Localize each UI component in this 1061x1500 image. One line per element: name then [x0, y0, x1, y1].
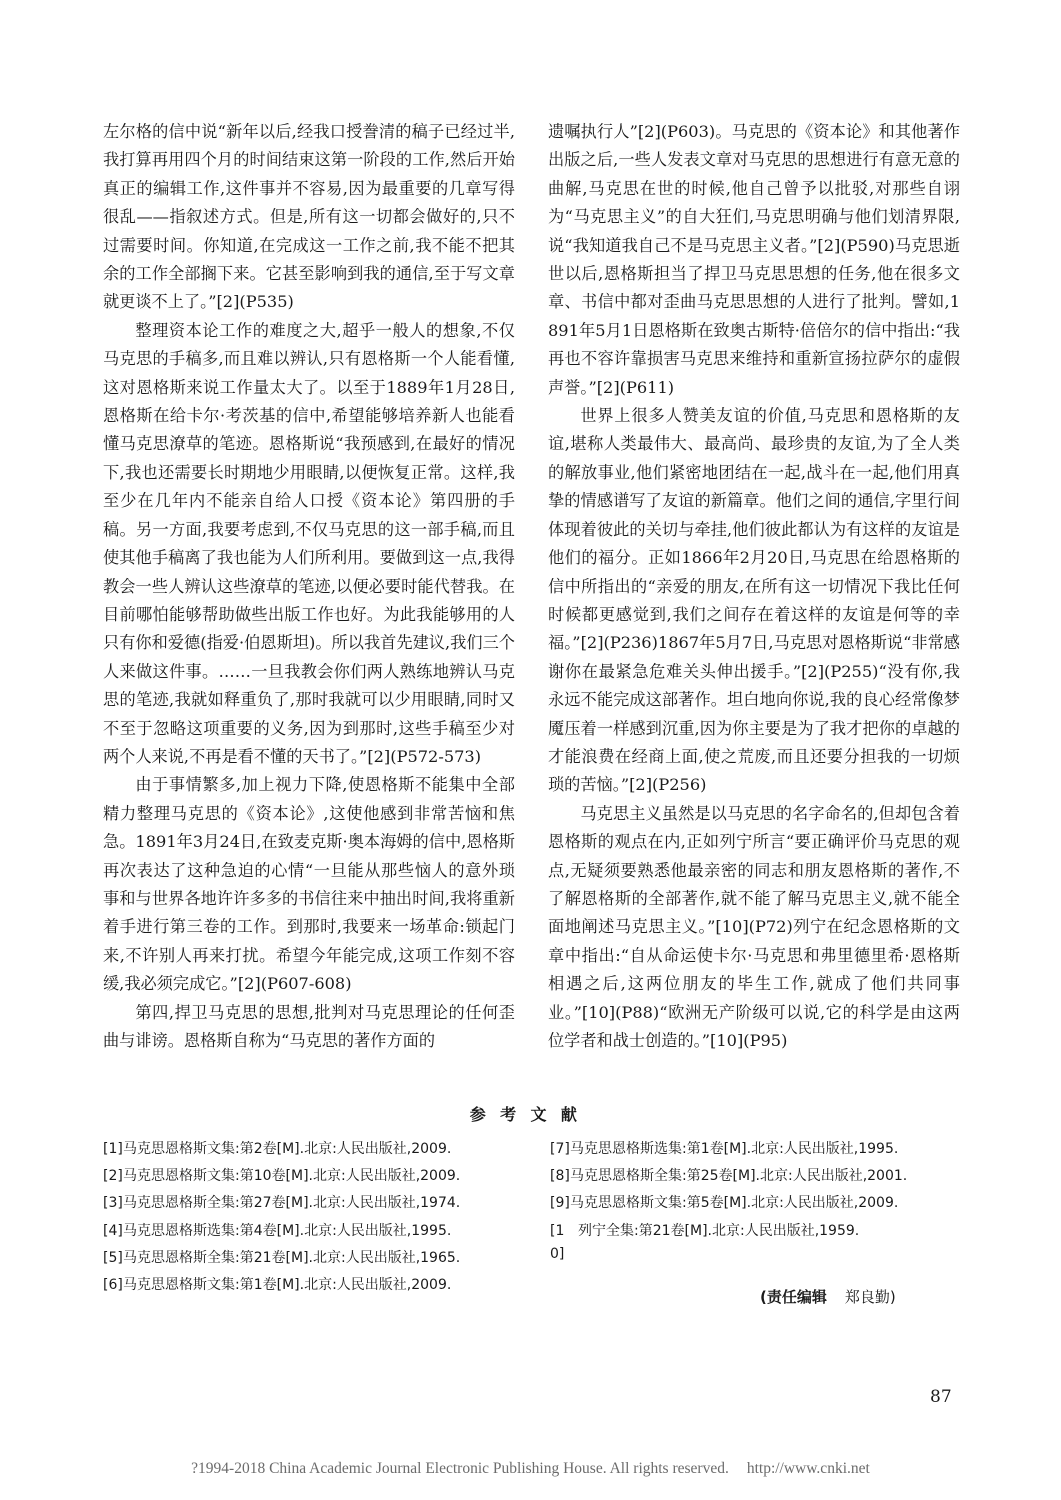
- reference-text: 马克思恩格斯全集:第21卷[M].北京:人民出版社,1965.: [123, 1249, 461, 1266]
- reference-number: [5]: [103, 1249, 123, 1266]
- reference-item: [103, 1165, 511, 1188]
- reference-text: 马克思恩格斯全集:第27卷[M].北京:人民出版社,1974.: [123, 1195, 461, 1212]
- reference-item: [550, 1165, 958, 1188]
- reference-item: [103, 1274, 511, 1297]
- reference-item: [103, 1247, 511, 1270]
- body-column-left: [103, 118, 515, 1055]
- reference-number: [9]: [550, 1195, 570, 1212]
- paragraph: 世界上很多人赞美友谊的价值,马克思和恩格斯的友谊,堪称人类最伟大、最高尚、最珍贵的友谊,为了全人类的解放事业,他们紧密地团结在一起,战斗在一起,他们用真挚的情感谱写了友谊的新篇章。他们之间的通信,字里行间体现着彼此的关切与牵挂,他们彼此都认为有这样的友谊是他们的福分。正如1866年2月20日,马克思在给恩格斯的信中所指出的“亲爱的朋友,在所有这一切情况下我比任何时候都更感觉到,我们之间存在着这样的友谊是何等的幸福。”[2](P236)1867年5月7日,马克思对恩格斯说“非常感谢你在最紧急危难关头伸出援手。”[2](P255)“没有你,我永远不能完成这部著作。坦白地向你说,我的良心经常像梦魇压着一样感到沉重,因为你主要是为了我才把你的卓越的才能浪费在经商上面,使之荒废,而且还要分担我的一切烦琐的苦恼。”[2](P256): [548, 406, 960, 795]
- reference-text: 列宁全集:第21卷[M].北京:人民出版社,1959.: [578, 1222, 860, 1239]
- reference-number: [6]: [103, 1277, 123, 1294]
- reference-item: [103, 1220, 511, 1243]
- reference-item: [103, 1192, 511, 1215]
- body-column-right: [548, 118, 960, 1055]
- reference-item: [550, 1220, 958, 1266]
- reference-number: [10]: [550, 1222, 565, 1262]
- references-list-left: [103, 1138, 511, 1301]
- reference-text: 马克思恩格斯文集:第5卷[M].北京:人民出版社,2009.: [570, 1195, 899, 1212]
- reference-number: [2]: [103, 1168, 123, 1185]
- paragraph: 第四,捍卫马克思的思想,批判对马克思理论的任何歪曲与诽谤。恩格斯自称为“马克思的著作方面的: [103, 1002, 515, 1050]
- reference-text: 马克思恩格斯文集:第2卷[M].北京:人民出版社,2009.: [123, 1141, 452, 1157]
- copyright-footer: [0, 1460, 1061, 1478]
- copyright-notice: ?1994-2018 China Academic Journal Electronic Publishing House. All rights reserved.: [191, 1460, 729, 1477]
- reference-item: [103, 1138, 511, 1161]
- references-heading: 参考文献: [469, 1105, 592, 1124]
- reference-item: [550, 1192, 958, 1215]
- reference-text: 马克思恩格斯选集:第4卷[M].北京:人民出版社,1995.: [123, 1222, 452, 1239]
- paragraph: 由于事情繁多,加上视力下降,使恩格斯不能集中全部精力整理马克思的《资本论》,这使他感到非常苦恼和焦急。1891年3月24日,在致麦克斯·奥本海姆的信中,恩格斯再次表达了这种急迫的心情“一旦能从那些恼人的意外琐事和与世界各地许许多多的书信往来中抽出时间,我将重新着手进行第三卷的工作。到那时,我要来一场革命:锁起门来,不许别人再来打扰。希望今年能完成,这项工作刻不容缓,我必须完成它。”[2](P607-608): [103, 775, 515, 994]
- references-list-right: [550, 1138, 958, 1270]
- paragraph: 遗嘱执行人”[2](P603)。马克思的《资本论》和其他著作出版之后,一些人发表文章对马克思的思想进行有意无意的曲解,马克思在世的时候,他自己曾予以批驳,对那些自诩为“马克思主义”的自大狂们,马克思明确与他们划清界限,说“我知道我自己不是马克思主义者。”[2](P590)马克思逝世以后,恩格斯担当了捍卫马克思思想的任务,他在很多文章、书信中都对歪曲马克思思想的人进行了批判。譬如,1891年5月1日恩格斯在致奥古斯特·倍倍尔的信中指出:“我再也不容许靠损害马克思来维持和重新宣扬拉萨尔的虚假声誉。”[2](P611): [548, 122, 960, 397]
- reference-text: 马克思恩格斯选集:第1卷[M].北京:人民出版社,1995.: [570, 1141, 899, 1157]
- reference-item: [550, 1138, 958, 1161]
- paragraph: 左尔格的信中说“新年以后,经我口授誊清的稿子已经过半,我打算再用四个月的时间结束这第一阶段的工作,然后开始真正的编辑工作,这件事并不容易,因为最重要的几章写得很乱——指叙述方式。但是,所有这一切都会做好的,只不过需要时间。你知道,在完成这一工作之前,我不能不把其余的工作全部搁下来。它甚至影响到我的通信,至于写文章就更谈不上了。”[2](P535): [103, 122, 515, 312]
- reference-number: [8]: [550, 1168, 570, 1185]
- editor-label: (责任编辑: [760, 1288, 827, 1306]
- reference-text: 马克思恩格斯全集:第25卷[M].北京:人民出版社,2001.: [570, 1168, 908, 1185]
- reference-text: 马克思恩格斯文集:第10卷[M].北京:人民出版社,2009.: [123, 1168, 461, 1185]
- footer-url-link[interactable]: http://www.cnki.net: [746, 1460, 870, 1477]
- paragraph: 整理资本论工作的难度之大,超乎一般人的想象,不仅马克思的手稿多,而且难以辨认,只有恩格斯一个人能看懂,这对恩格斯来说工作量太大了。以至于1889年1月28日,恩格斯在给卡尔·考茨基的信中,希望能够培养新人也能看懂马克思潦草的笔迹。恩格斯说“我预感到,在最好的情况下,我也还需要长时期地少用眼睛,以便恢复正常。这样,我至少在几年内不能亲自给人口授《资本论》第四册的手稿。另一方面,我要考虑到,不仅马克思的这一部手稿,而且使其他手稿离了我也能为人们所利用。要做到这一点,我得教会一些人辨认这些潦草的笔迹,以便必要时能代替我。在目前哪怕能够帮助做些出版工作也好。为此我能够用的人只有你和爱德(指爱·伯恩斯坦)。所以我首先建议,我们三个人来做这件事。……一旦我教会你们两人熟练地辨认马克思的笔迹,我就如释重负了,那时我就可以少用眼睛,同时又不至于忽略这项重要的义务,因为到那时,这些手稿至少对两个人来说,不再是看不懂的天书了。”[2](P572-573): [103, 320, 515, 766]
- page-number: 87: [930, 1387, 952, 1407]
- editor-name: 郑良勤): [844, 1288, 896, 1306]
- reference-number: [1]: [103, 1141, 123, 1157]
- responsible-editor: [760, 1286, 896, 1307]
- reference-text: 马克思恩格斯文集:第1卷[M].北京:人民出版社,2009.: [123, 1277, 452, 1294]
- reference-number: [4]: [103, 1222, 123, 1239]
- reference-number: [7]: [550, 1141, 570, 1157]
- reference-number: [3]: [103, 1195, 123, 1212]
- paragraph: 马克思主义虽然是以马克思的名字命名的,但却包含着恩格斯的观点在内,正如列宁所言“要正确评价马克思的观点,无疑须要熟悉他最亲密的同志和朋友恩格斯的著作,不了解恩格斯的全部著作,就不能了解马克思主义,就不能全面地阐述马克思主义。”[10](P72)列宁在纪念恩格斯的文章中指出:“自从命运使卡尔·马克思和弗里德里希·恩格斯相遇之后,这两位朋友的毕生工作,就成了他们共同事业。”[10](P88)“欧洲无产阶级可以说,它的科学是由这两位学者和战士创造的。”[10](P95): [548, 803, 960, 1050]
